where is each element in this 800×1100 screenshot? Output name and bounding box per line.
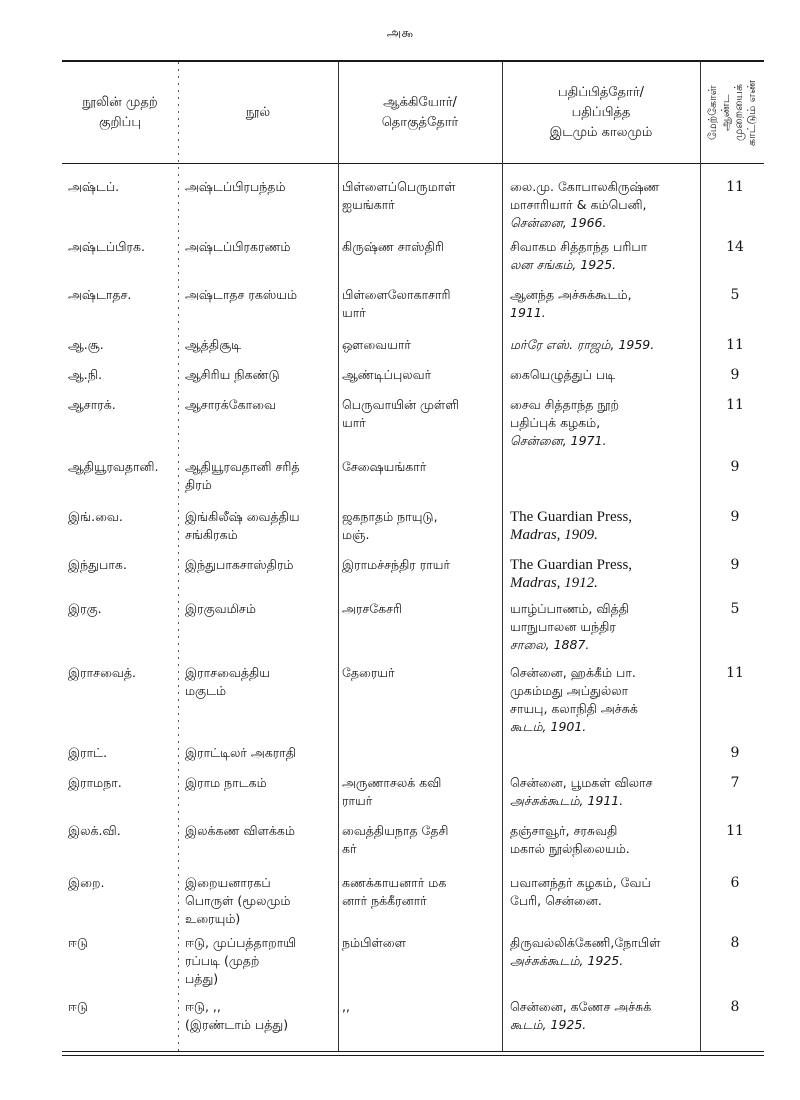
book-cell: ஆத்திசூடி bbox=[185, 337, 242, 352]
abbreviation-cell: அஷ்டப். bbox=[68, 179, 120, 194]
abbreviation-cell: ஆசாரக். bbox=[68, 397, 116, 412]
column-divider bbox=[502, 62, 503, 1051]
reference-number-cell: 9 bbox=[730, 367, 740, 383]
column-divider bbox=[700, 62, 701, 1051]
table-bottom-rule-double bbox=[62, 1055, 764, 1056]
reference-number-cell: 11 bbox=[726, 823, 744, 839]
reference-number-cell: 9 bbox=[730, 509, 740, 525]
reference-number-cell: 7 bbox=[730, 775, 740, 791]
header-book: நூல் bbox=[245, 104, 271, 120]
reference-number-cell: 9 bbox=[730, 745, 740, 761]
publisher-cell: The Guardian Press, Madras, 1909. bbox=[510, 509, 633, 543]
author-cell: ஔவையார் bbox=[342, 337, 411, 352]
book-cell: இலக்கண விளக்கம் bbox=[185, 823, 295, 838]
book-cell: அஷ்டாதச ரகஸ்யம் bbox=[185, 287, 298, 302]
book-cell: ஆசாரக்கோவை bbox=[185, 397, 276, 412]
author-cell: வைத்தியநாத தேசி கர் bbox=[342, 823, 449, 856]
reference-number-cell: 5 bbox=[730, 601, 740, 617]
reference-number-cell: 14 bbox=[726, 239, 744, 255]
header-abbreviation: நூலின் முதற் குறிப்பு bbox=[82, 94, 158, 130]
column-divider bbox=[178, 62, 179, 1051]
reference-number-cell: 11 bbox=[726, 337, 744, 353]
header-publisher: பதிப்பித்தோர்/ பதிப்பித்த இடமும் காலமும் bbox=[549, 84, 653, 140]
author-cell: தேரையர் bbox=[342, 665, 395, 680]
book-cell: இரகுவமிசம் bbox=[185, 601, 256, 616]
header-rule bbox=[62, 163, 764, 164]
header-reference-number: மேற்கோள் ஆண்ட முறையைக் காட்டும் எண் bbox=[706, 79, 758, 146]
abbreviation-cell: ஈடு bbox=[68, 999, 88, 1014]
abbreviation-cell: இந்துபாக. bbox=[68, 557, 127, 572]
publisher-cell: சென்னை, கணேச அச்சுக் கூடம், 1925. bbox=[510, 999, 652, 1032]
publisher-cell: சென்னை, ஹக்கீம் பா. முகம்மது அப்துல்லா சாயபு, கலாநிதி அச்சுக் கூடம், 1901. bbox=[510, 665, 638, 734]
reference-number-cell: 11 bbox=[726, 397, 744, 413]
abbreviation-cell: இலக்.வி. bbox=[68, 823, 121, 838]
reference-number-cell: 9 bbox=[730, 459, 740, 475]
publisher-cell: திருவல்லிக்கேணி,நோபிள் அச்சுக்கூடம், 1925. bbox=[510, 935, 661, 968]
abbreviation-cell: ஈடு bbox=[68, 935, 88, 950]
reference-number-cell: 6 bbox=[730, 875, 740, 891]
abbreviation-cell: இறை. bbox=[68, 875, 105, 890]
book-cell: ஈடு, முப்பத்தாறாயி ரப்படி (முதற் பத்து) bbox=[185, 935, 297, 986]
author-cell: சேஷையங்கார் bbox=[342, 459, 427, 474]
author-cell: கணக்காயனார் மக னார் நக்கீரனார் bbox=[342, 875, 447, 908]
abbreviation-cell: இராசவைத். bbox=[68, 665, 136, 680]
author-cell: ,, bbox=[342, 999, 350, 1014]
book-cell: ஆசிரிய நிகண்டு bbox=[185, 367, 280, 382]
book-cell: இராம நாடகம் bbox=[185, 775, 267, 790]
publisher-cell: சைவ சித்தாந்த நூற் பதிப்புக் கழகம், சென்னை, 1971. bbox=[510, 397, 620, 448]
reference-number-cell: 11 bbox=[726, 665, 744, 681]
book-cell: இந்துபாகசாஸ்திரம் bbox=[185, 557, 294, 572]
book-cell: ஈடு, ,, (இரண்டாம் பத்து) bbox=[185, 999, 289, 1032]
publisher-cell: தஞ்சாவூர், சரசுவதி மகால் நூல்நிலையம். bbox=[510, 823, 630, 856]
abbreviation-cell: அஷ்டாதச. bbox=[68, 287, 132, 302]
abbreviation-cell: ஆ.சூ. bbox=[68, 337, 104, 352]
publisher-cell: யாழ்ப்பாணம், வித்தி யாநுபாலன யந்திர சாலை, 1887. bbox=[510, 601, 629, 652]
publisher-cell: The Guardian Press, Madras, 1912. bbox=[510, 557, 633, 591]
author-cell: ஆண்டிப்புலவர் bbox=[342, 367, 432, 382]
publisher-cell: ஆனந்த அச்சுக்கூடம், 1911. bbox=[510, 287, 632, 320]
book-cell: அஷ்டப்பிரகரணம் bbox=[185, 239, 291, 254]
reference-number-cell: 9 bbox=[730, 557, 740, 573]
abbreviation-cell: இராமநா. bbox=[68, 775, 122, 790]
table-bottom-rule bbox=[62, 1051, 764, 1052]
abbreviation-cell: ஆதியூரவதானி. bbox=[68, 459, 159, 474]
book-cell: அஷ்டப்பிரபந்தம் bbox=[185, 179, 286, 194]
author-cell: ஜகநாதம் நாயுடு, மஞ். bbox=[342, 509, 438, 542]
reference-number-cell: 11 bbox=[726, 179, 744, 195]
publisher-cell: மர்ரே எஸ். ராஜம், 1959. bbox=[510, 337, 655, 352]
author-cell: பிள்ளைப்பெருமாள் ஐயங்கார் bbox=[342, 179, 456, 212]
column-divider bbox=[338, 62, 339, 1051]
abbreviation-cell: இங்.வை. bbox=[68, 509, 123, 524]
reference-number-cell: 8 bbox=[730, 999, 740, 1015]
reference-number-cell: 5 bbox=[730, 287, 740, 303]
reference-number-cell: 8 bbox=[730, 935, 740, 951]
abbreviation-cell: ஆ.நி. bbox=[68, 367, 103, 382]
abbreviation-cell: இராட். bbox=[68, 745, 108, 760]
publisher-cell: சென்னை, பூமகள் விலாச அச்சுக்கூடம், 1911. bbox=[510, 775, 653, 808]
publisher-cell: லை.மு. கோபாலகிருஷ்ண மாசாரியார் & கம்பெனி, சென்னை, 1966. bbox=[510, 179, 660, 230]
book-cell: இராசவைத்திய மகுடம் bbox=[185, 665, 270, 698]
abbreviation-cell: இரகு. bbox=[68, 601, 102, 616]
abbreviation-cell: அஷ்டப்பிரக. bbox=[68, 239, 145, 254]
publisher-cell: சிவாகம சித்தாந்த பரிபா லன சங்கம், 1925. bbox=[510, 239, 648, 272]
book-cell: இங்கிலீஷ் வைத்திய சங்கிரகம் bbox=[185, 509, 300, 542]
book-cell: இறையனாரகப் பொருள் (மூலமும் உரையும்) bbox=[185, 875, 291, 926]
author-cell: நம்பிள்ளை bbox=[342, 935, 406, 950]
author-cell: அருணாசலக் கவி ராயர் bbox=[342, 775, 442, 808]
publisher-cell: கையெழுத்துப் படி bbox=[510, 367, 616, 382]
publisher-cell: பவானந்தர் கழகம், வேப் பேரி, சென்னை. bbox=[510, 875, 651, 908]
page-number: அ௯ bbox=[386, 26, 414, 41]
author-cell: இராமச்சந்திர ராயர் bbox=[342, 557, 450, 572]
author-cell: அரசகேசரி bbox=[342, 601, 403, 616]
book-cell: இராட்டிலர் அகராதி bbox=[185, 745, 297, 760]
header-author: ஆக்கியோர்/ தொகுத்தோர் bbox=[381, 94, 459, 130]
author-cell: பிள்ளைலோகாசாரி யார் bbox=[342, 287, 451, 320]
book-cell: ஆதியூரவதானி சரித் திரம் bbox=[185, 459, 300, 492]
author-cell: பெருவாயின் முள்ளி யார் bbox=[342, 397, 460, 430]
author-cell: கிருஷ்ண சாஸ்திரி bbox=[342, 239, 444, 254]
